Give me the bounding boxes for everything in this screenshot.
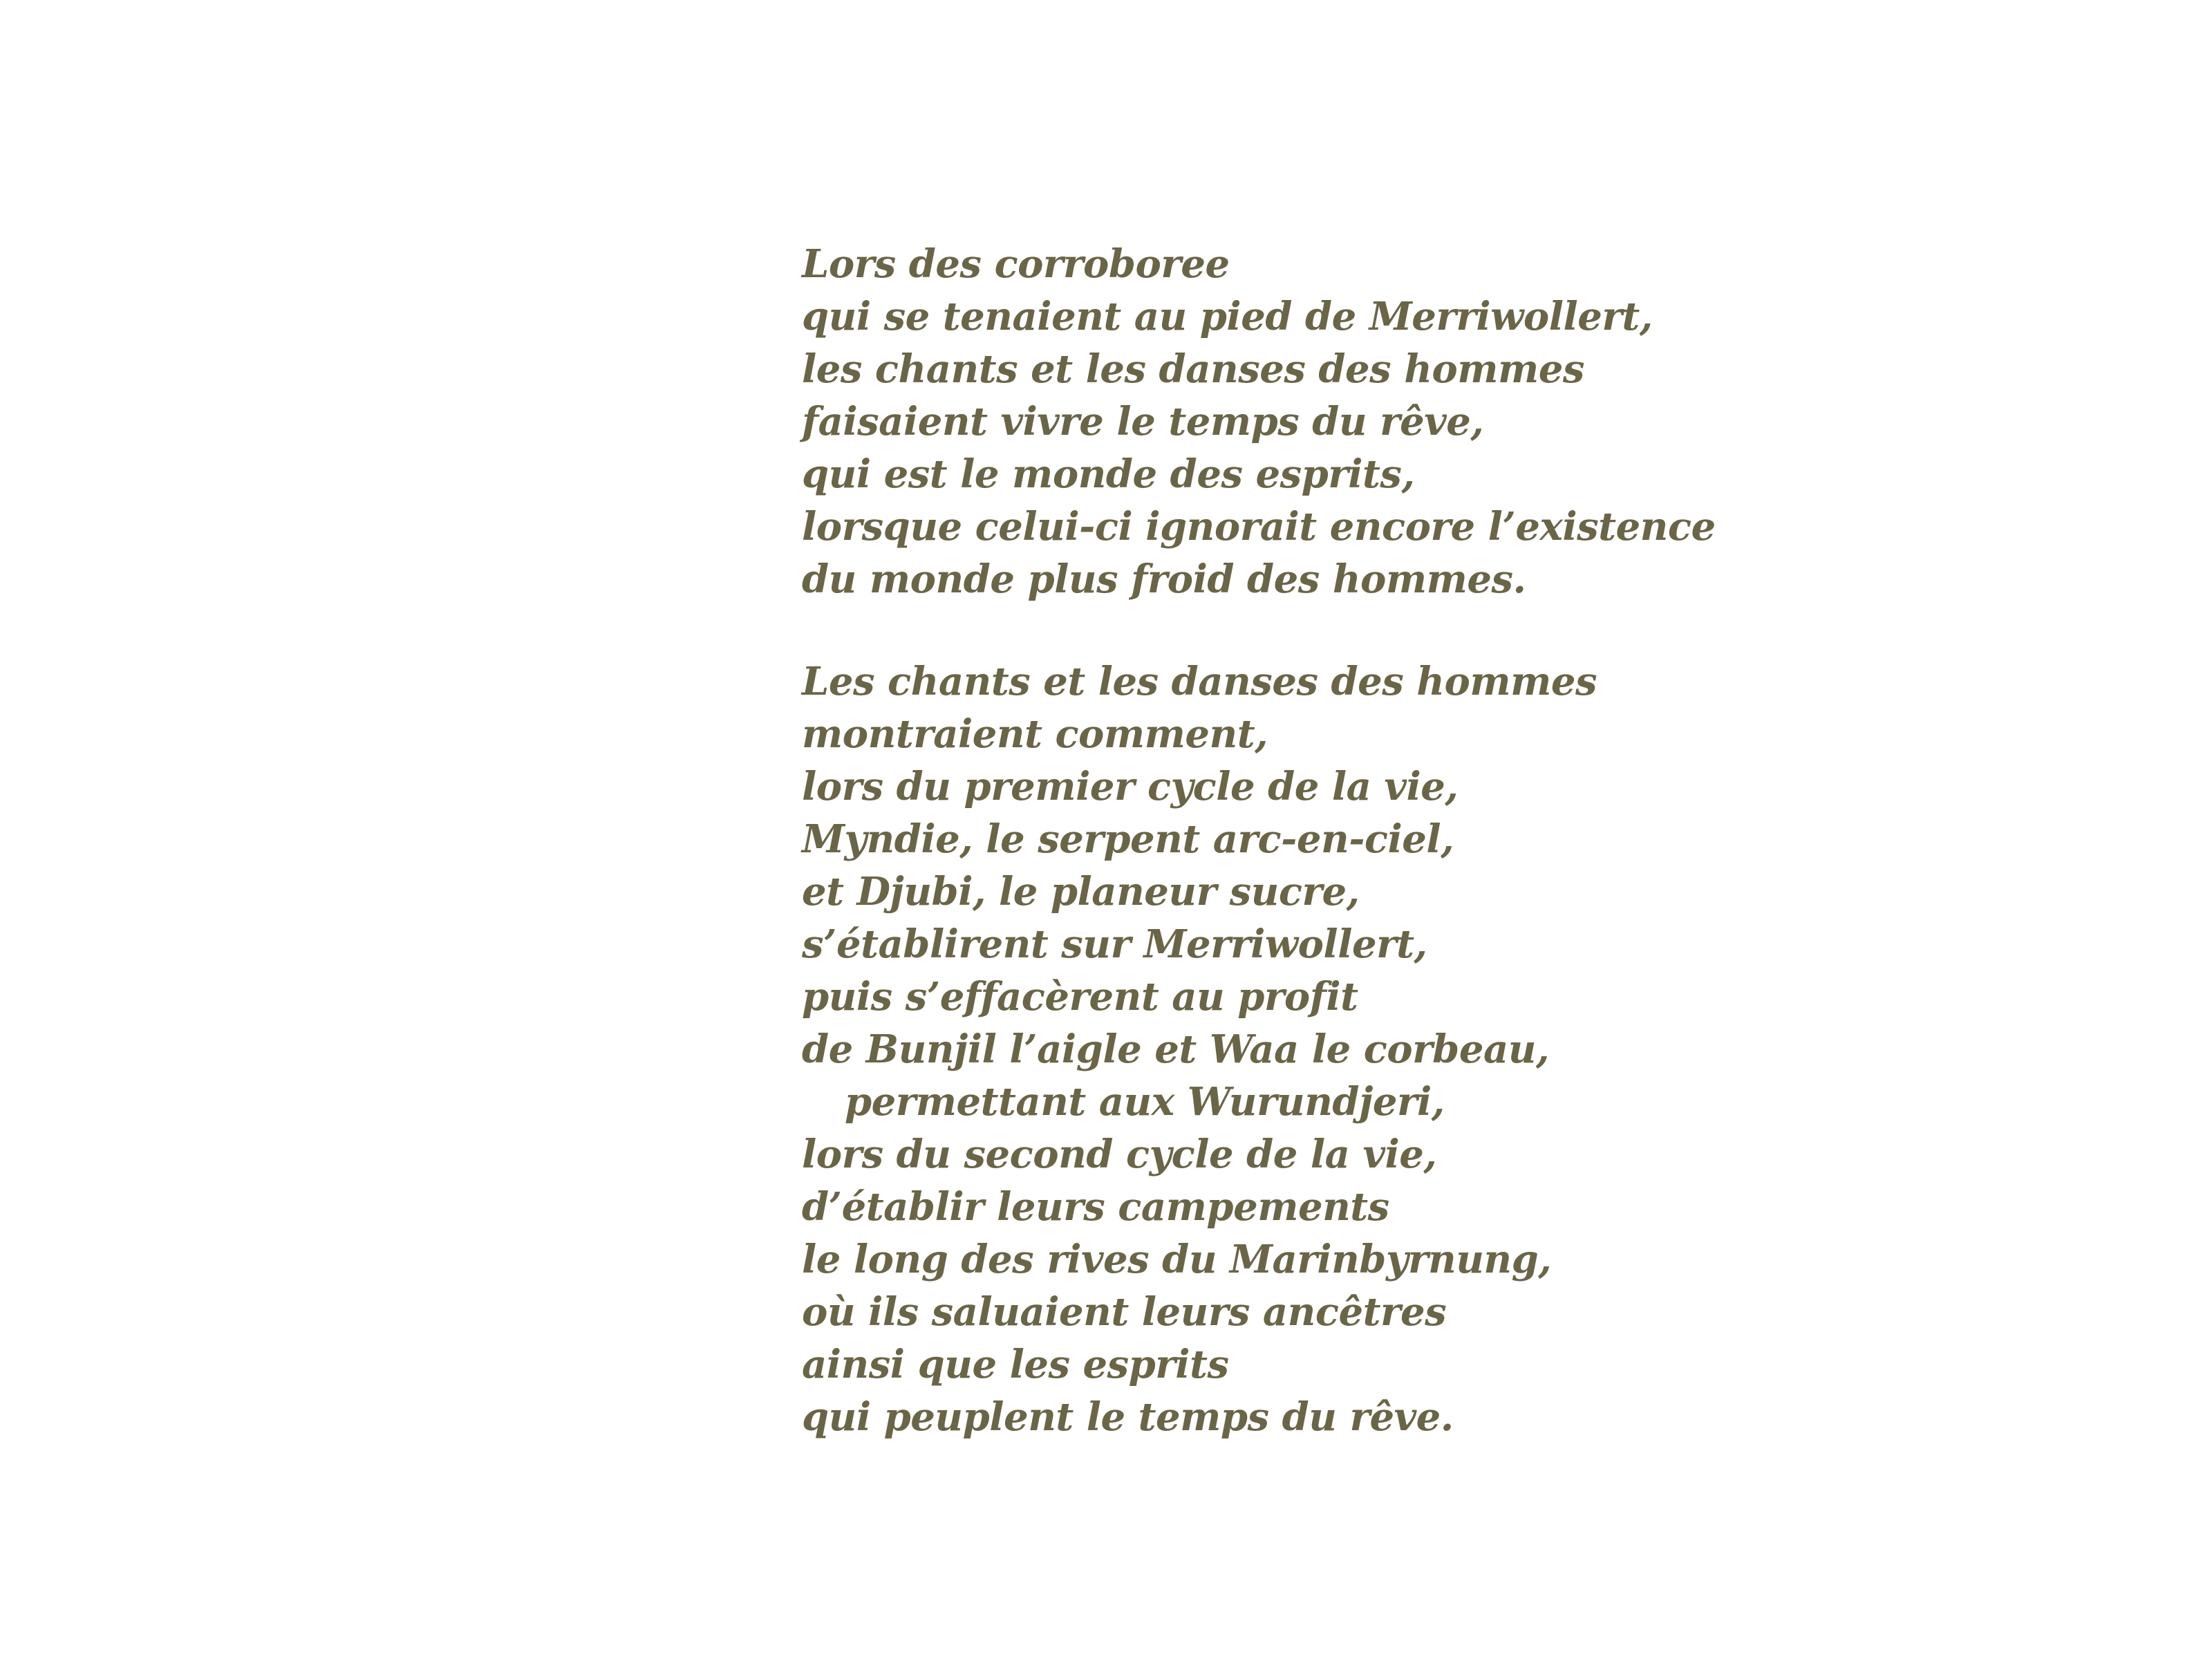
- poem-line: Les chants et les danses des hommes: [802, 659, 1597, 704]
- poem-text: [802, 238, 1839, 1443]
- poem-line: Lors des corroboree: [802, 241, 1230, 287]
- stanza-2: [802, 655, 1839, 1443]
- poem-line: qui est le monde des esprits,: [802, 451, 1415, 497]
- poem-line: qui se tenaient au pied de Merriwollert,: [802, 294, 1653, 339]
- poem-line: qui peuplent le temps du rêve.: [802, 1394, 1454, 1440]
- poem-line: lors du premier cycle de la vie,: [802, 764, 1459, 809]
- poem-line: de Bunjil l’aigle et Waa le corbeau,: [802, 1027, 1549, 1072]
- poem-line: les chants et les danses des hommes: [802, 346, 1584, 392]
- poem-line: lorsque celui-ci ignorait encore l’existence: [802, 504, 1716, 550]
- poem-line: ainsi que les esprits: [802, 1342, 1229, 1387]
- poem-line: s’établirent sur Merriwollert,: [802, 921, 1427, 967]
- poem-line: où ils saluaient leurs ancêtres: [802, 1289, 1447, 1335]
- poem-line-indented: permettant aux Wurundjeri,: [845, 1079, 1445, 1125]
- poem-line: puis s’effacèrent au profit: [802, 974, 1358, 1020]
- poem-line: du monde plus froid des hommes.: [802, 556, 1526, 602]
- poem-line: d’établir leurs campements: [802, 1184, 1389, 1230]
- poem-line: le long des rives du Marinbyrnung,: [802, 1237, 1552, 1282]
- poem-line: Myndie, le serpent arc-en-ciel,: [802, 816, 1454, 862]
- stanza-1: [802, 238, 1839, 606]
- poem-line: faisaient vivre le temps du rêve,: [802, 399, 1484, 444]
- poem-line: montraient comment,: [802, 711, 1268, 757]
- poem-line: et Djubi, le planeur sucre,: [802, 869, 1360, 915]
- poem-line: lors du second cycle de la vie,: [802, 1132, 1437, 1177]
